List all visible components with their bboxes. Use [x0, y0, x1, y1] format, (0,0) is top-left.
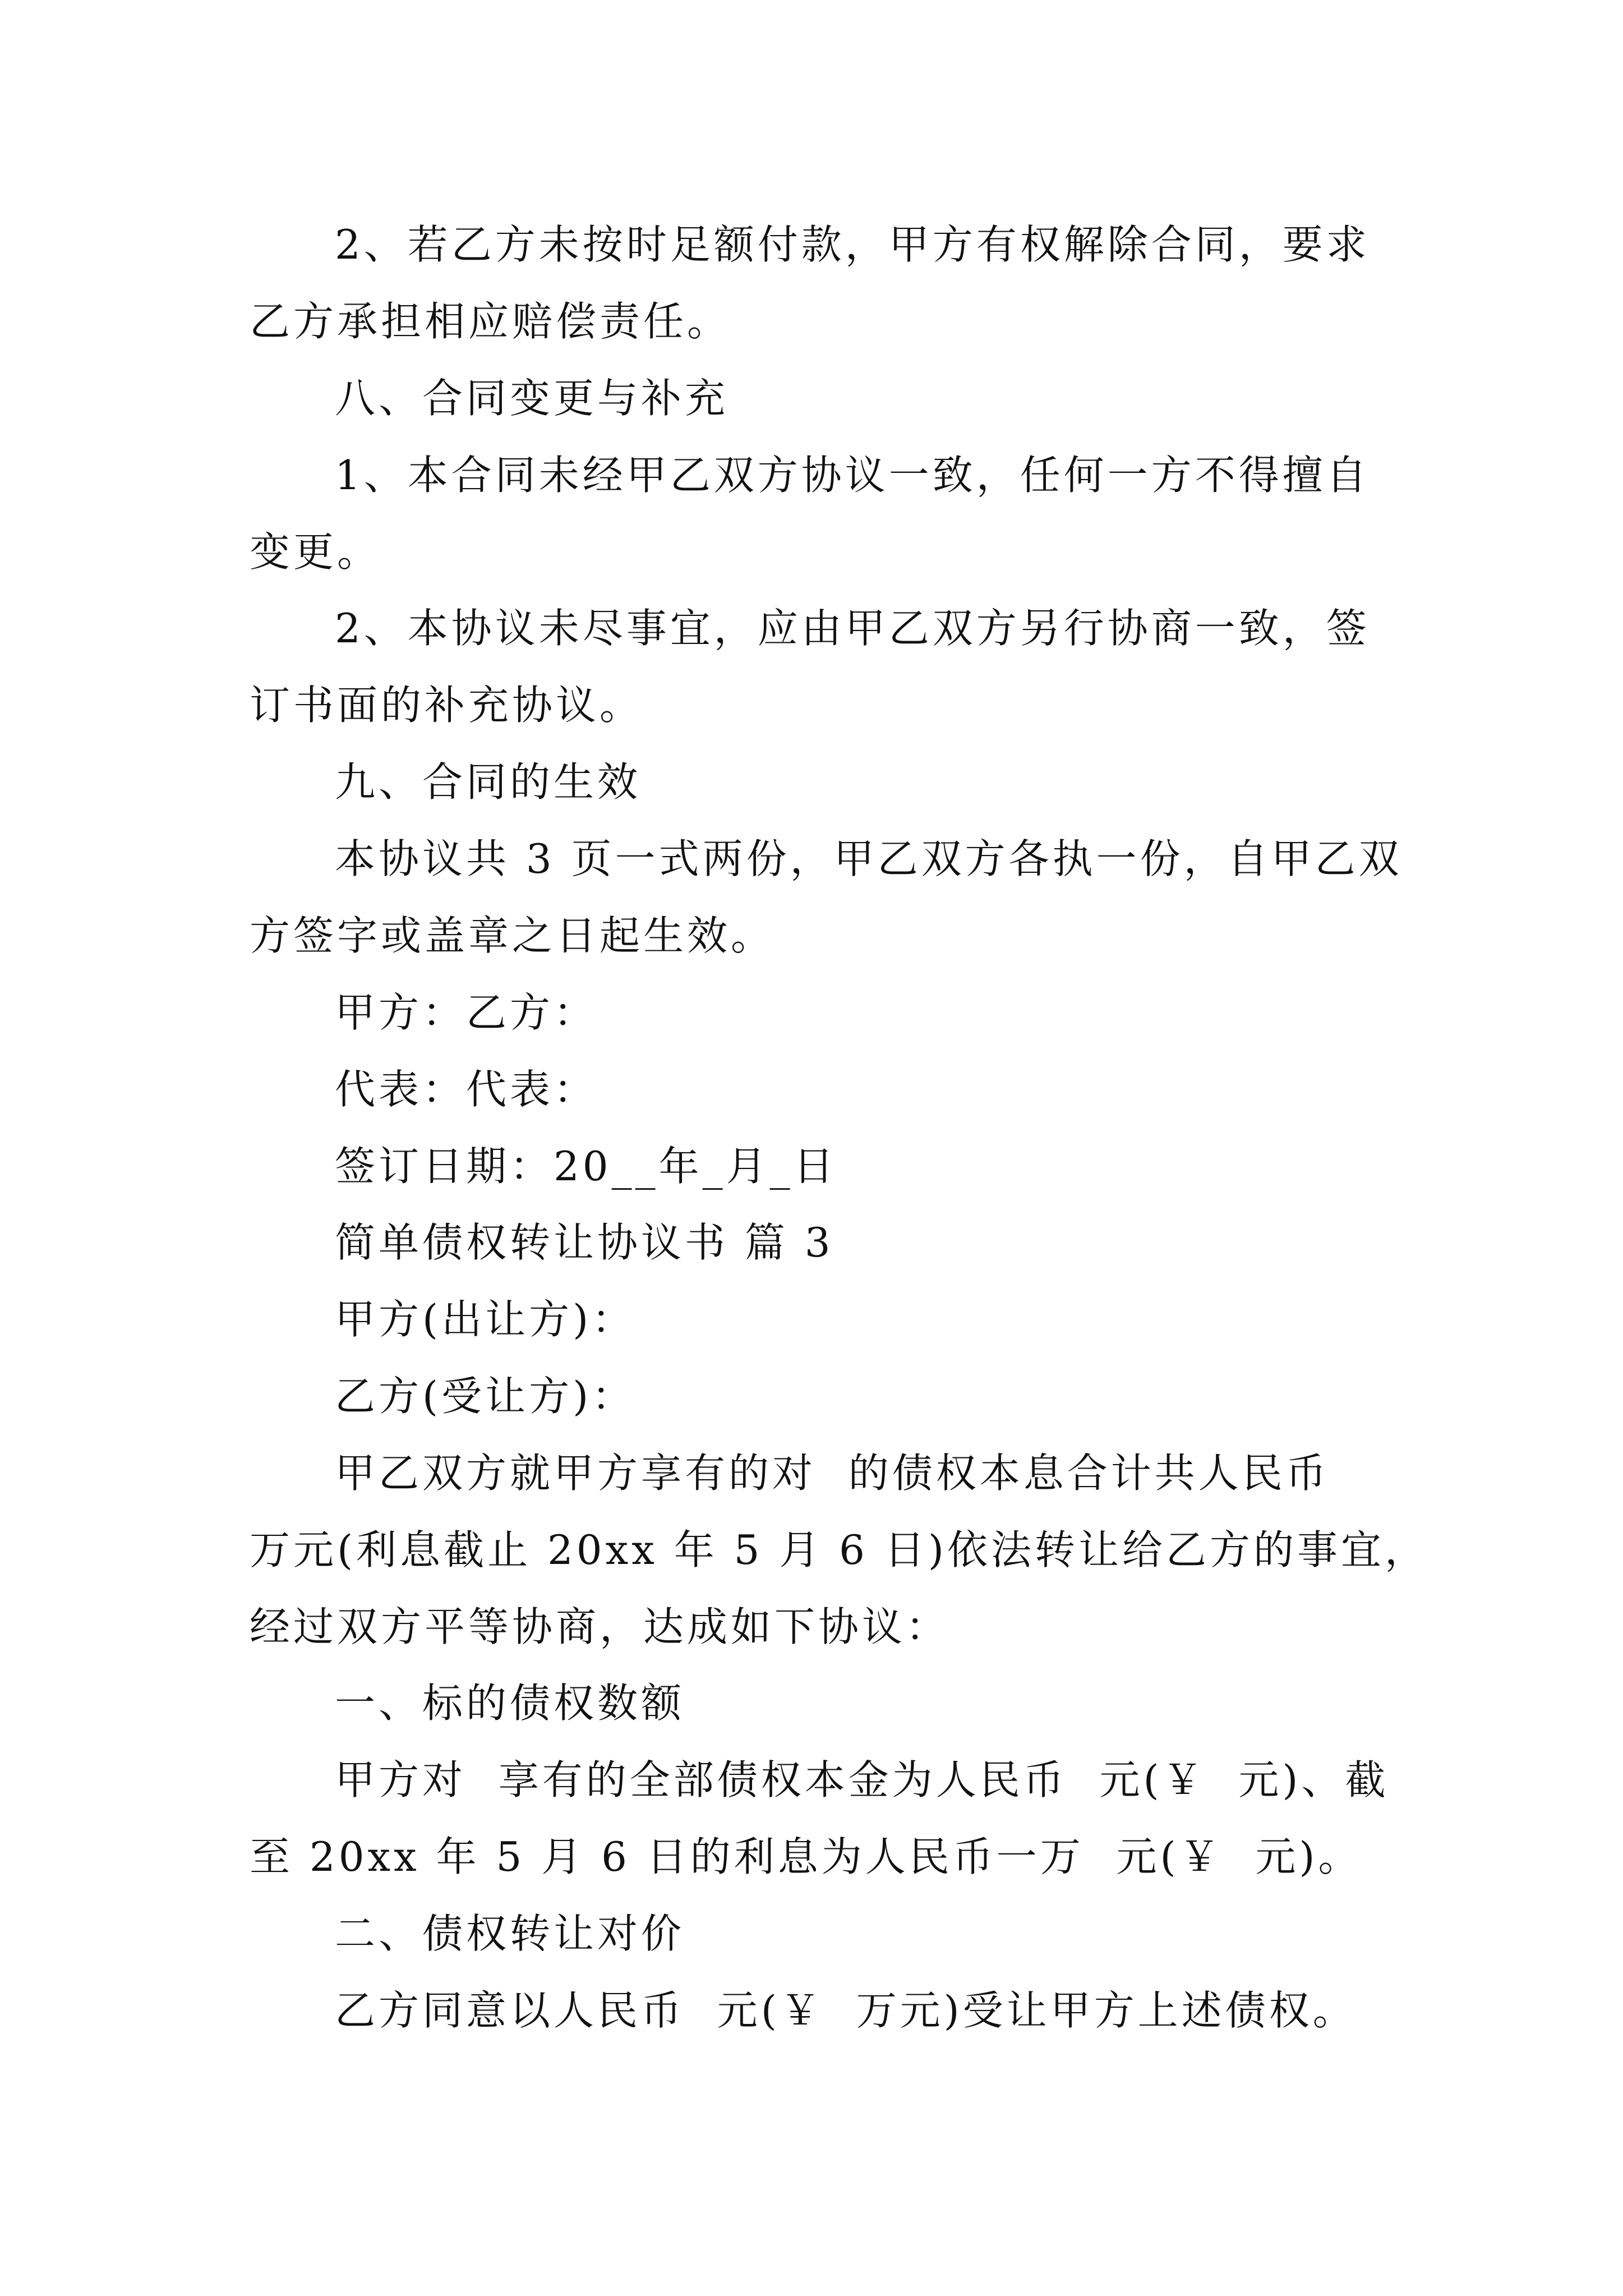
signature-parties: 甲方：乙方：: [335, 989, 598, 1036]
party-a-transferor: 甲方(出让方)：: [335, 1296, 636, 1343]
clause-7-2-line-2: 乙方承担相应赔偿责任。: [250, 298, 731, 345]
clause-8-1-line-2: 变更。: [250, 528, 381, 576]
preamble-line-2: 万元(利息截止 20xx 年 5 月 6 日)依法转让给乙方的事宜，: [250, 1526, 1428, 1573]
section-8-heading: 八、合同变更与补充: [335, 375, 729, 422]
clause-8-1-line-1: 1、本合同未经甲乙双方协议一致，任何一方不得擅自: [335, 452, 1370, 499]
preamble-line-3: 经过双方平等协商，达成如下协议：: [250, 1603, 950, 1650]
section-1-heading: 一、标的债权数额: [335, 1680, 685, 1727]
clause-8-2-line-1: 2、本协议未尽事宜，应由甲乙双方另行协商一致，签: [335, 605, 1370, 652]
section-1-text-line-1: 甲方对 享有的全部债权本金为人民币 元(￥ 元)、截: [335, 1756, 1389, 1803]
signing-date: 签订日期：20__年_月_日: [335, 1143, 837, 1190]
party-b-transferee: 乙方(受让方)：: [335, 1373, 636, 1420]
section-9-text-line-1: 本协议共 3 页一式两份，甲乙双方各执一份，自甲乙双: [335, 835, 1403, 882]
clause-8-2-line-2: 订书面的补充协议。: [250, 682, 644, 729]
signature-representatives: 代表：代表：: [335, 1066, 598, 1113]
section-2-text-line-1: 乙方同意以人民币 元(￥ 万元)受让甲方上述债权。: [335, 1987, 1357, 2034]
preamble-line-1: 甲乙双方就甲方享有的对 的债权本息合计共人民币: [335, 1450, 1330, 1497]
section-1-text-line-2: 至 20xx 年 5 月 6 日的利息为人民币一万 元(￥ 元)。: [250, 1833, 1362, 1880]
agreement-title: 简单债权转让协议书 篇 3: [335, 1219, 834, 1266]
section-9-heading: 九、合同的生效: [335, 758, 642, 806]
section-9-text-line-2: 方签字或盖章之日起生效。: [250, 912, 775, 959]
section-2-heading: 二、债权转让对价: [335, 1910, 685, 1957]
clause-7-2-line-1: 2、若乙方未按时足额付款，甲方有权解除合同，要求: [335, 221, 1370, 268]
